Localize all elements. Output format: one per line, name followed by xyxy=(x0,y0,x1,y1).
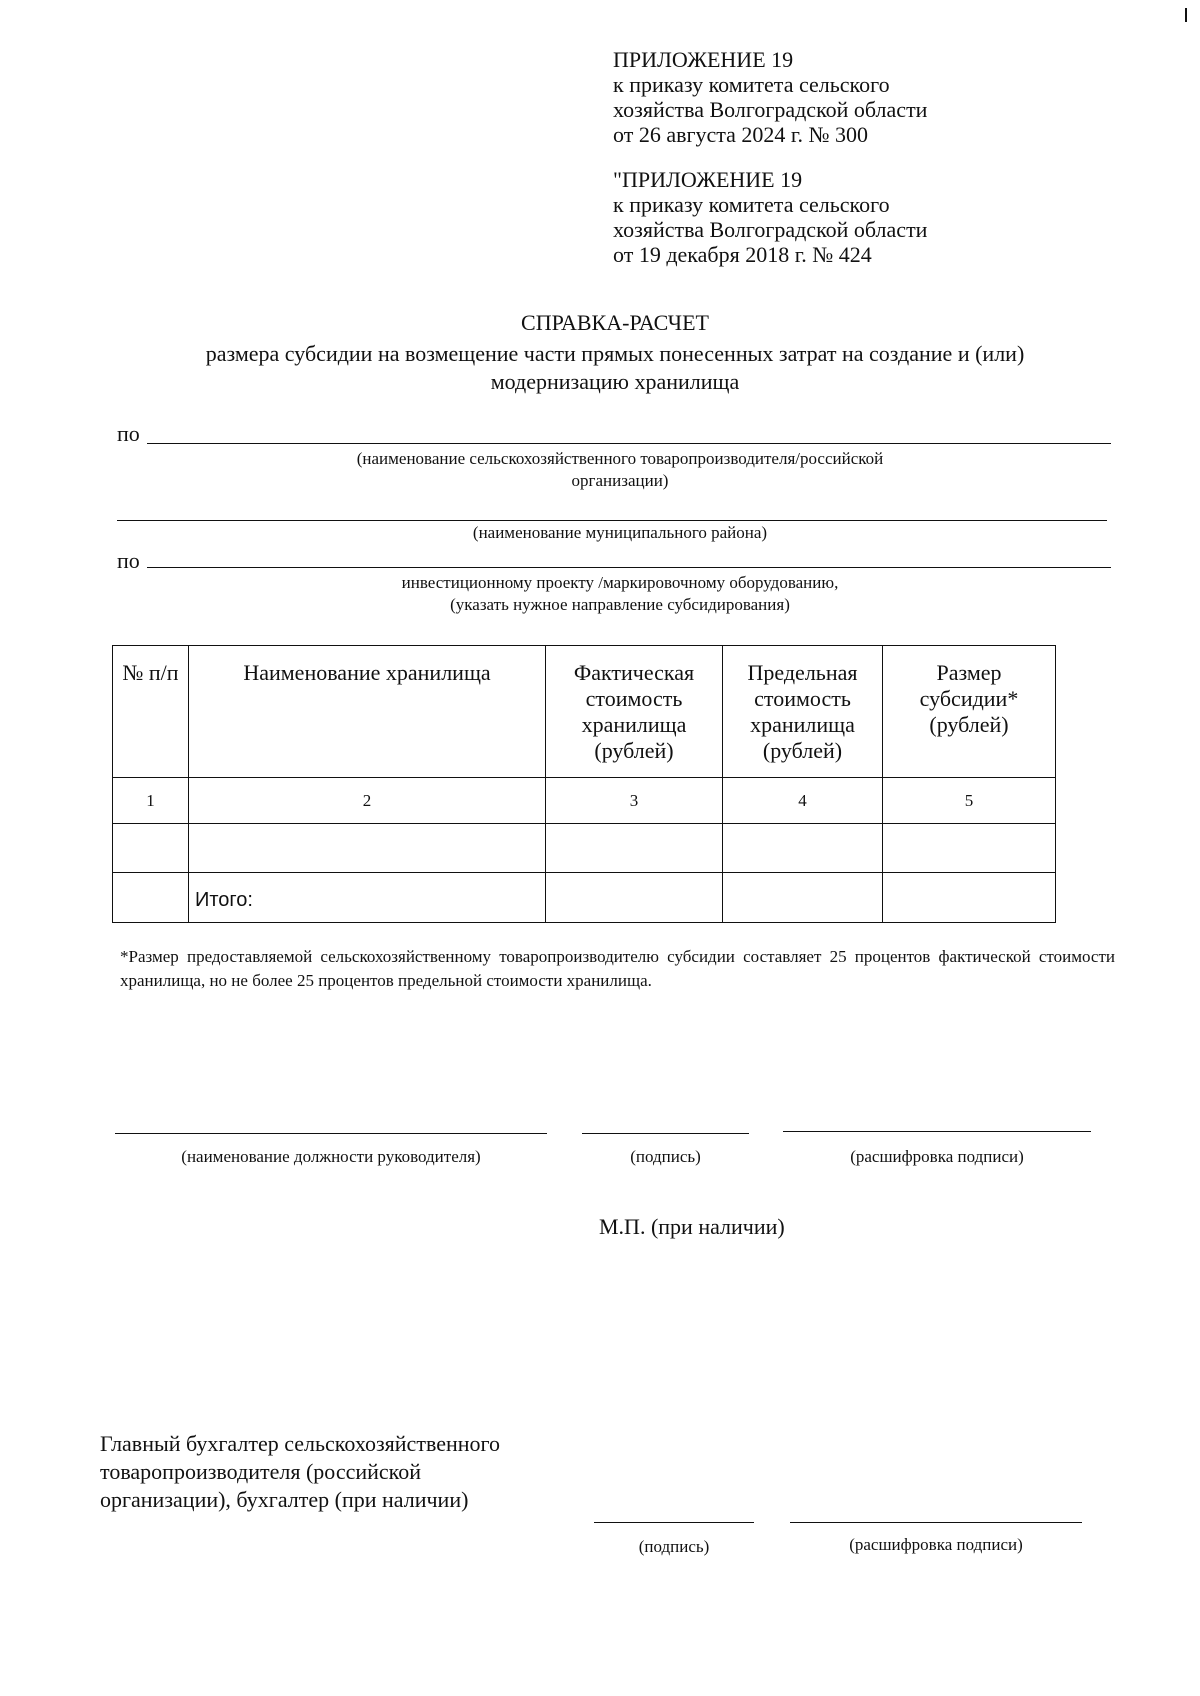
header-index: № п/п xyxy=(113,646,189,778)
header-limit-cost: Предельная стоимость хранилища (рублей) xyxy=(723,646,883,778)
total-subsidy-cell[interactable] xyxy=(883,873,1056,923)
direction-hint xyxy=(200,572,1040,616)
appendix-previous xyxy=(613,167,927,267)
column-number: 3 xyxy=(546,778,723,824)
table-cell[interactable] xyxy=(113,873,189,923)
document-subtitle-line2: модернизацию хранилища xyxy=(490,369,740,394)
table-cell[interactable] xyxy=(546,824,723,873)
table-row xyxy=(113,824,1056,873)
document-subtitle-line1: размера субсидии на возмещение части прямых понесенных затрат на создание и (или) xyxy=(205,341,1025,366)
head-position-line[interactable] xyxy=(115,1133,547,1134)
table-cell[interactable] xyxy=(723,824,883,873)
accountant-signature-line[interactable] xyxy=(594,1522,754,1523)
footnote: *Размер предоставляемой сельскохозяйственному товаропроизводителю субсидии составляет 25 процентов фактической стоимости хранилища, но не более 25 процентов предельной стоимости хранилища. xyxy=(120,947,1115,990)
producer-input-line[interactable] xyxy=(147,443,1111,444)
producer-hint-line1: (наименование сельскохозяйственного товаропроизводителя/российской xyxy=(356,449,884,468)
total-label: Итого: xyxy=(189,873,546,923)
document-title-block xyxy=(100,309,1130,396)
accountant-title-line1: Главный бухгалтер сельскохозяйственного xyxy=(100,1431,500,1456)
column-number: 1 xyxy=(113,778,189,824)
accountant-decode-line[interactable] xyxy=(790,1522,1082,1523)
head-decode-hint: (расшифровка подписи) xyxy=(850,1147,1024,1166)
head-signature-line[interactable] xyxy=(582,1133,749,1134)
appendix-previous-line2: хозяйства Волгоградской области xyxy=(613,217,928,242)
column-number: 4 xyxy=(723,778,883,824)
appendix-previous-line3: от 19 декабря 2018 г. № 424 xyxy=(613,242,872,267)
head-decode-line[interactable] xyxy=(783,1131,1091,1132)
appendix-current-line1: к приказу комитета сельского xyxy=(613,72,890,97)
scan-edge-mark xyxy=(1185,8,1187,22)
storage-table xyxy=(112,645,1056,923)
direction-prefix: по xyxy=(117,548,140,573)
table-total-row xyxy=(113,873,1056,923)
appendix-current xyxy=(613,47,927,147)
district-hint: (наименование муниципального района) xyxy=(472,523,768,542)
direction-input-line[interactable] xyxy=(147,567,1111,568)
appendix-current-title: ПРИЛОЖЕНИЕ 19 xyxy=(613,47,794,72)
header-actual-cost: Фактическая стоимость хранилища (рублей) xyxy=(546,646,723,778)
head-position-hint: (наименование должности руководителя) xyxy=(181,1147,481,1166)
accountant-decode-hint: (расшифровка подписи) xyxy=(849,1535,1023,1554)
column-number: 2 xyxy=(189,778,546,824)
header-subsidy-size: Размер субсидии* (рублей) xyxy=(883,646,1056,778)
accountant-title-line3: организации), бухгалтер (при наличии) xyxy=(100,1487,469,1512)
direction-line1: инвестиционному проекту /маркировочному оборудованию, xyxy=(401,573,839,592)
table-header-row xyxy=(113,646,1056,778)
document-title: СПРАВКА-РАСЧЕТ xyxy=(521,310,709,335)
accountant-title-line2: товаропроизводителя (российской xyxy=(100,1459,422,1484)
accountant-title xyxy=(100,1430,500,1514)
table-cell[interactable] xyxy=(113,824,189,873)
column-number: 5 xyxy=(883,778,1056,824)
stamp-label: М.П. (при наличии) xyxy=(599,1214,785,1239)
table-column-numbers-row xyxy=(113,778,1056,824)
header-storage-name: Наименование хранилища xyxy=(189,646,546,778)
district-input-line[interactable] xyxy=(117,520,1107,521)
appendix-current-line3: от 26 августа 2024 г. № 300 xyxy=(613,122,868,147)
appendix-previous-title: "ПРИЛОЖЕНИЕ 19 xyxy=(613,167,803,192)
total-actual-cost-cell[interactable] xyxy=(546,873,723,923)
head-signature-hint: (подпись) xyxy=(630,1147,701,1166)
producer-prefix: по xyxy=(117,421,140,446)
appendix-current-line2: хозяйства Волгоградской области xyxy=(613,97,928,122)
producer-hint-line2: организации) xyxy=(571,471,669,490)
total-limit-cost-cell[interactable] xyxy=(723,873,883,923)
producer-hint xyxy=(200,448,1040,492)
table-cell[interactable] xyxy=(883,824,1056,873)
appendix-previous-line1: к приказу комитета сельского xyxy=(613,192,890,217)
accountant-signature-hint: (подпись) xyxy=(638,1537,710,1556)
direction-line2: (указать нужное направление субсидирования) xyxy=(450,595,790,614)
table-cell[interactable] xyxy=(189,824,546,873)
